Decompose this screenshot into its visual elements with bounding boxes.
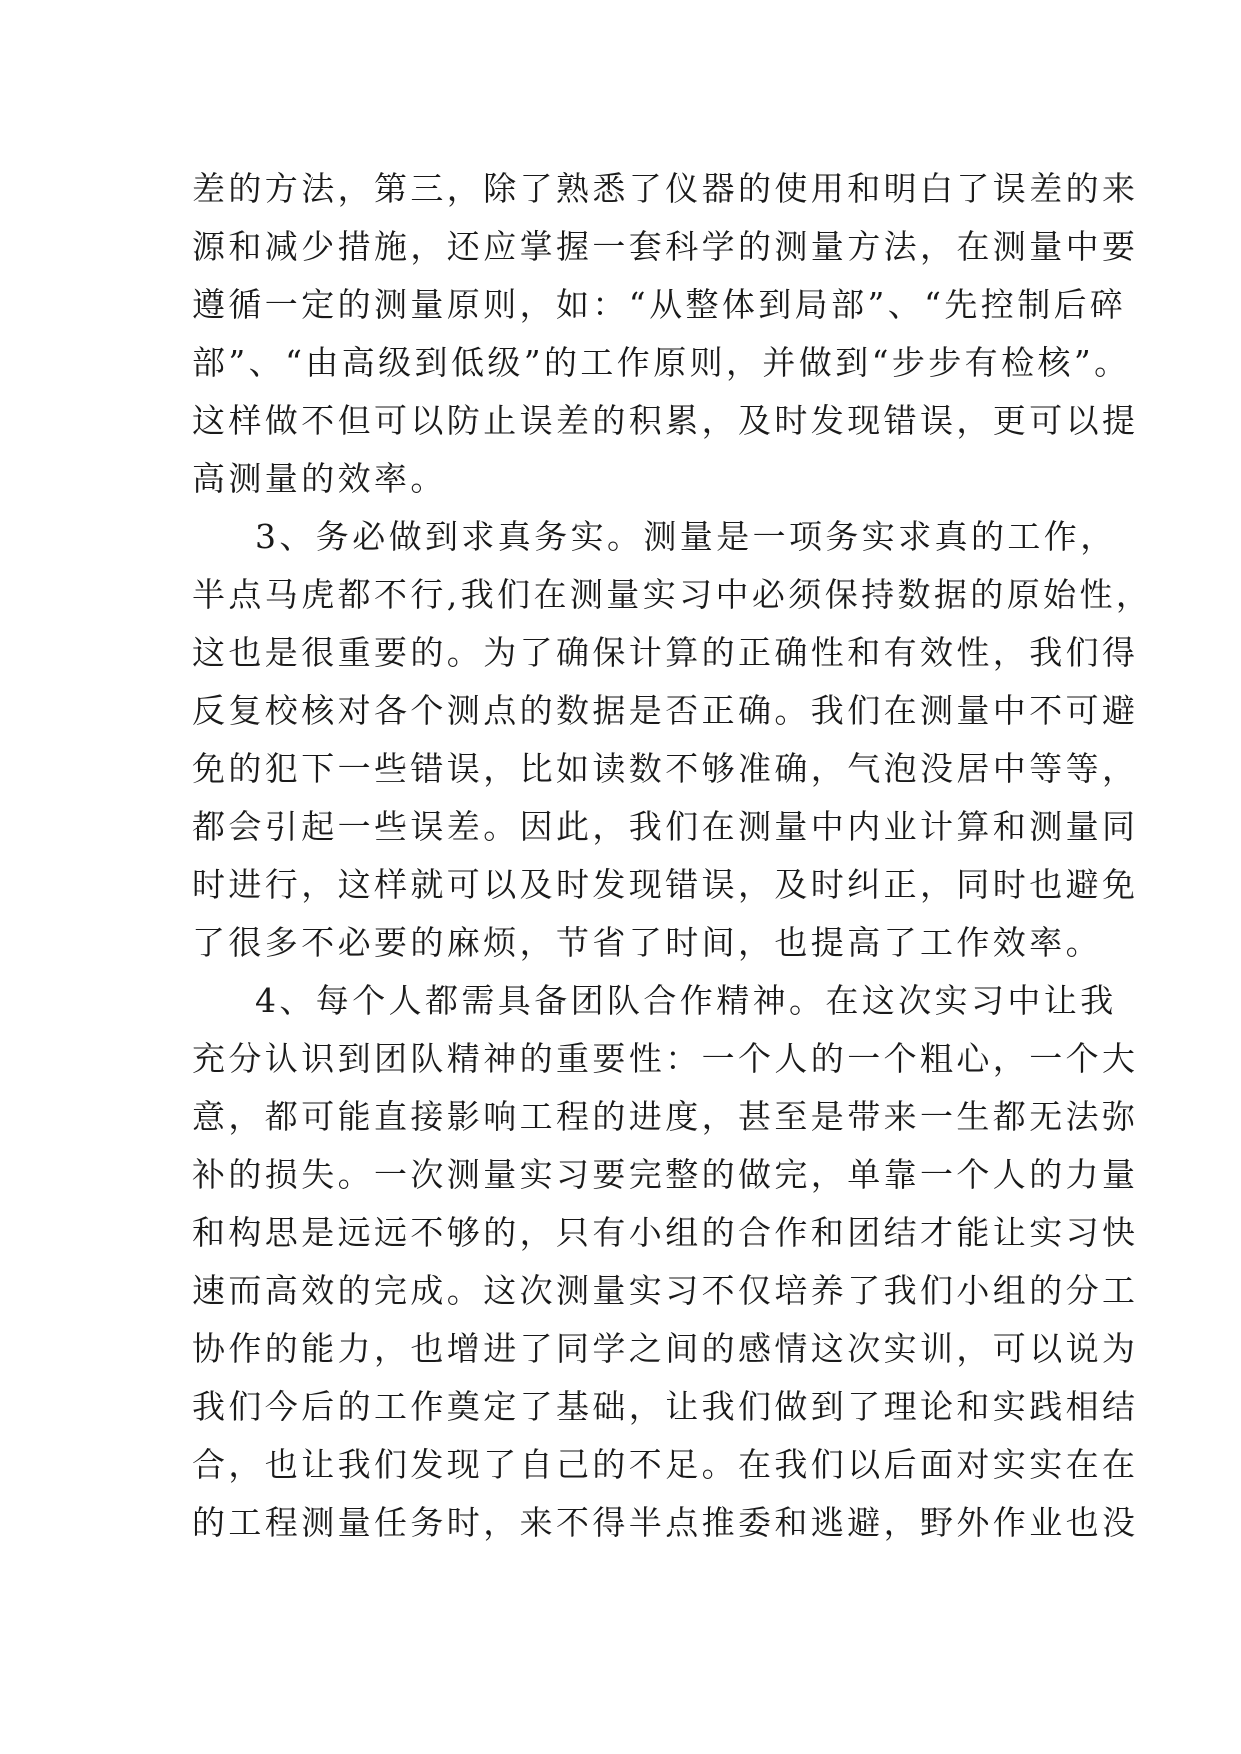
text-line: 都会引起一些误差。因此，我们在测量中内业计算和测量同	[192, 807, 1139, 846]
text-line: 我们今后的工作奠定了基础，让我们做到了理论和实践相结	[192, 1387, 1139, 1426]
text-line: 补的损失。一次测量实习要完整的做完，单靠一个人的力量	[192, 1155, 1139, 1194]
text-line: 协作的能力，也增进了同学之间的感情这次实训，可以说为	[192, 1329, 1139, 1368]
paragraph-4-first-line: 4、每个人都需具备团队合作精神。在这次实习中让我	[255, 981, 1117, 1020]
text-line: 这样做不但可以防止误差的积累，及时发现错误，更可以提	[192, 401, 1139, 440]
text-line: 源和减少措施，还应掌握一套科学的测量方法，在测量中要	[192, 227, 1139, 266]
text-line: 时进行，这样就可以及时发现错误，及时纠正，同时也避免	[192, 865, 1139, 904]
paragraph-3-first-line: 3、务必做到求真务实。测量是一项务实求真的工作，	[255, 517, 1117, 556]
text-line: 合，也让我们发现了自己的不足。在我们以后面对实实在在	[192, 1445, 1139, 1484]
text-line: 部”、“由高级到低级”的工作原则，并做到“步步有检核”。	[192, 343, 1131, 382]
text-line: 遵循一定的测量原则，如：“从整体到局部”、“先控制后碎	[192, 285, 1127, 324]
text-line: 了很多不必要的麻烦，节省了时间，也提高了工作效率。	[192, 923, 1102, 962]
body-text	[192, 160, 1153, 1552]
text-line: 的工程测量任务时，来不得半点推委和逃避，野外作业也没	[192, 1503, 1139, 1542]
text-line: 和构思是远远不够的，只有小组的合作和团结才能让实习快	[192, 1213, 1139, 1252]
text-line: 充分认识到团队精神的重要性：一个人的一个粗心，一个大	[192, 1039, 1139, 1078]
text-line: 差的方法，第三，除了熟悉了仪器的使用和明白了误差的来	[192, 169, 1139, 208]
text-line: 半点马虎都不行,我们在测量实习中必须保持数据的原始性，	[192, 575, 1153, 614]
text-line: 意，都可能直接影响工程的进度，甚至是带来一生都无法弥	[192, 1097, 1139, 1136]
text-line: 反复校核对各个测点的数据是否正确。我们在测量中不可避	[192, 691, 1139, 730]
text-line: 高测量的效率。	[192, 459, 447, 498]
text-line: 免的犯下一些错误，比如读数不够准确，气泡没居中等等，	[192, 749, 1139, 788]
text-line: 速而高效的完成。这次测量实习不仅培养了我们小组的分工	[192, 1271, 1139, 1310]
text-line: 这也是很重要的。为了确保计算的正确性和有效性，我们得	[192, 633, 1139, 672]
